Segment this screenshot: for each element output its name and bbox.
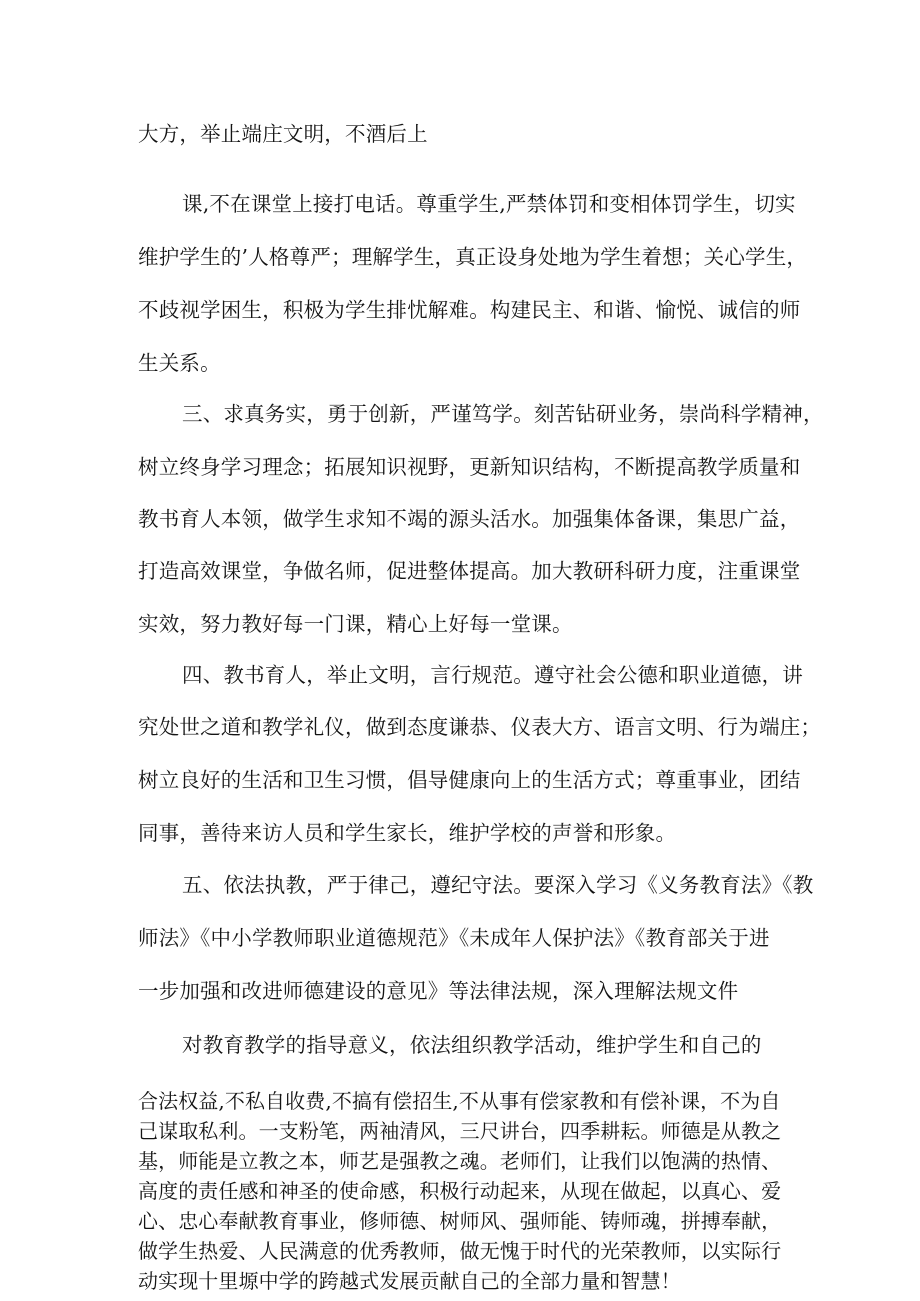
text-line: 打造高效课堂，争做名师，促进整体提高。加大教研科研力度，注重课堂 bbox=[138, 559, 801, 583]
text-line: 对教育教学的指导意义，依法组织教学活动，维护学生和自己的 bbox=[182, 1033, 762, 1057]
text-line: 课,不在课堂上接打电话。尊重学生,严禁体罚和变相体罚学生，切实 bbox=[182, 192, 796, 216]
text-line: 五、依法执教，严于律己，遵纪守法。要深入学习《义务教育法》《教 bbox=[182, 873, 814, 897]
text-line: 基，师能是立教之本，师艺是强教之魂。老师们，让我们以饱满的热情、 bbox=[138, 1149, 782, 1173]
text-line: 心、忠心奉献教育事业，修师德、树师风、强师能、铸师魂，拼搏奉献， bbox=[138, 1209, 782, 1233]
text-line: 同事，善待来访人员和学生家长，维护学校的声誉和形象。 bbox=[138, 821, 677, 845]
text-line: 四、教书育人，举止文明，言行规范。遵守社会公德和职业道德，讲 bbox=[182, 663, 803, 687]
text-line: 三、求真务实，勇于创新，严谨笃学。刻苦钻研业务，崇尚科学精神， bbox=[182, 402, 824, 426]
text-line: 教书育人本领，做学生求知不竭的源头活水。加强集体备课，集思广益， bbox=[138, 507, 801, 531]
text-line: 动实现十里塬中学的跨越式发展贡献自己的全部力量和智慧！ bbox=[138, 1269, 681, 1293]
text-line: 做学生热爱、人民满意的优秀教师，做无愧于时代的光荣教师，以实际行 bbox=[138, 1239, 782, 1263]
text-line: 师法》《中小学教师职业道德规范》《未成年人保护法》《教育部关于进 bbox=[138, 926, 770, 950]
text-line: 究处世之道和教学礼仪，做到态度谦恭、仪表大方、语言文明、行为端庄； bbox=[138, 715, 822, 739]
text-line: 己谋取私利。一支粉笔，两袖清风，三尺讲台，四季耕耘。师德是从教之 bbox=[138, 1119, 782, 1143]
text-line: 一步加强和改进师德建设的意见》等法律法规，深入理解法规文件 bbox=[138, 979, 739, 1003]
text-line: 生关系。 bbox=[138, 351, 221, 375]
text-line: 大方，举止端庄文明，不酒后上 bbox=[138, 122, 428, 146]
text-line: 合法权益,不私自收费,不搞有偿招生,不从事有偿家教和有偿补课，不为自 bbox=[138, 1089, 781, 1113]
text-line: 高度的责任感和神圣的使命感，积极行动起来，从现在做起，以真心、爱 bbox=[138, 1179, 782, 1203]
text-line: 实效，努力教好每一门课，精心上好每一堂课。 bbox=[138, 612, 573, 636]
text-line: 维护学生的’人格尊严；理解学生，真正设身处地为学生着想；关心学生， bbox=[138, 245, 808, 269]
text-line: 树立终身学习理念；拓展知识视野，更新知识结构，不断提高教学质量和 bbox=[138, 455, 801, 479]
text-line: 不歧视学困生，积极为学生排忧解难。构建民主、和谐、愉悦、诚信的师 bbox=[138, 298, 801, 322]
text-line: 树立良好的生活和卫生习惯，倡导健康向上的生活方式；尊重事业，团结 bbox=[138, 768, 801, 792]
